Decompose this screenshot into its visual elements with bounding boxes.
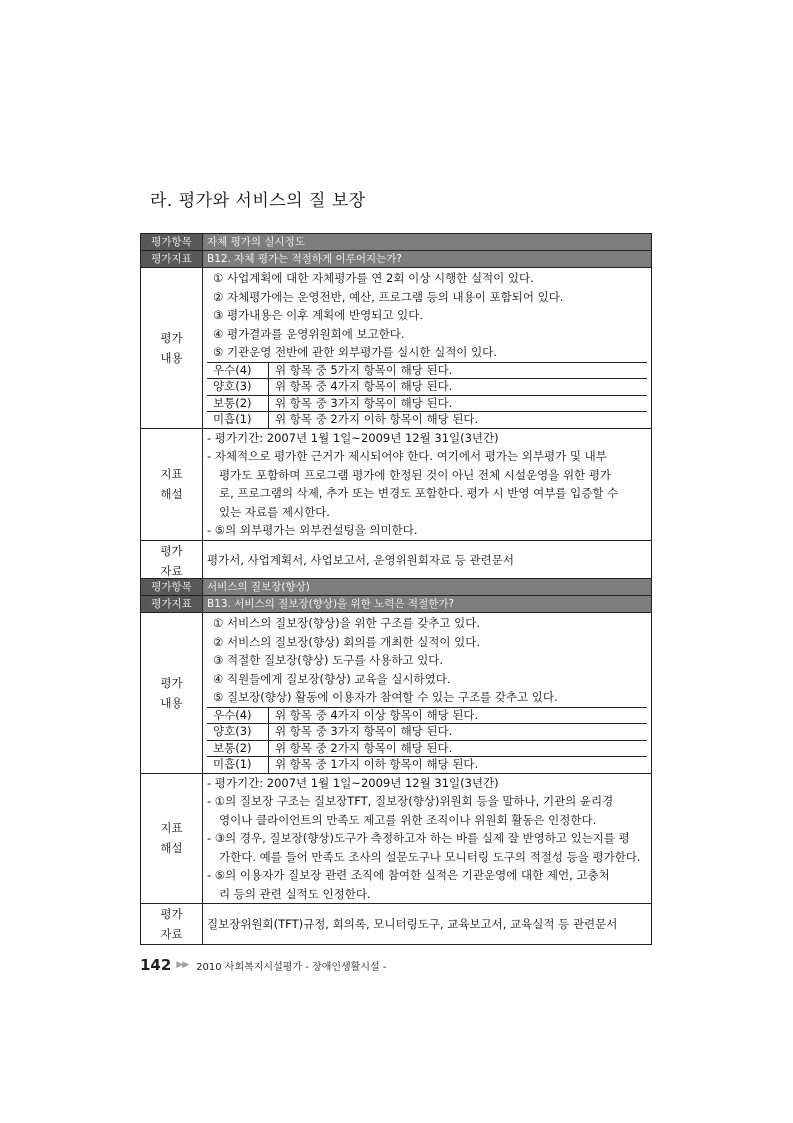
interpretation-row bbox=[141, 428, 652, 540]
item-row bbox=[141, 579, 652, 596]
indicator-label: 평가지표 bbox=[141, 251, 203, 268]
grade-desc: 위 항목 중 2가지 이하 항목이 해당 된다. bbox=[269, 412, 648, 428]
interpretation-cell bbox=[203, 428, 652, 540]
interpretation-line: - ⑤의 이용자가 질보장 관련 조직에 참여한 실적은 기관운영에 대한 제언, 고충처 bbox=[207, 868, 610, 882]
content-row bbox=[141, 268, 652, 429]
content-cell bbox=[203, 268, 652, 429]
grade-row bbox=[207, 740, 647, 757]
interpretation-line: - 자체적으로 평가한 근거가 제시되어야 한다. 여기에서 평가는 외부평가 및 내부 bbox=[207, 449, 607, 463]
indicator-label: 평가지표 bbox=[141, 596, 203, 613]
content-cell bbox=[203, 613, 652, 774]
interpretation-line: 로, 프로그램의 삭제, 추가 또는 변경도 포함한다. 평가 시 반영 여부를 입증할 수 bbox=[219, 486, 619, 500]
grade-name: 우수(4) bbox=[207, 362, 269, 379]
content-item: ① 사업계획에 대한 자체평가를 연 2회 이상 시행한 실적이 있다. bbox=[213, 271, 534, 285]
interpretation-row bbox=[141, 773, 652, 904]
item-row bbox=[141, 234, 652, 251]
item-value: 자체 평가의 실시정도 bbox=[203, 234, 652, 251]
grade-desc: 위 항목 중 4가지 이상 항목이 해당 된다. bbox=[269, 707, 648, 724]
interpretation-line: - 평가기간: 2007년 1월 1일~2009년 12월 31일(3년간) bbox=[207, 775, 499, 790]
content-item: ⑤ 질보장(향상) 활동에 이용자가 참여할 수 있는 구조를 갖추고 있다. bbox=[213, 690, 558, 704]
grade-row bbox=[207, 362, 647, 379]
grade-name: 보통(2) bbox=[207, 740, 269, 757]
grade-desc: 위 항목 중 3가지 항목이 해당 된다. bbox=[269, 724, 648, 741]
grade-row bbox=[207, 724, 647, 741]
data-value: 평가서, 사업계획서, 사업보고서, 운영위원회자료 등 관련문서 bbox=[203, 540, 652, 581]
grade-row bbox=[207, 395, 647, 412]
indicator-value: B13. 서비스의 질보장(향상)을 위한 노력은 적절한가? bbox=[203, 596, 652, 613]
grade-table bbox=[207, 707, 647, 773]
content-item: ② 자체평가에는 운영전반, 예산, 프로그램 등의 내용이 포함되어 있다. bbox=[213, 289, 564, 304]
data-row bbox=[141, 540, 652, 581]
interpretation-label: 지표 해설 bbox=[141, 428, 203, 540]
data-label: 평가 자료 bbox=[141, 904, 203, 945]
indicator-value: B12. 자체 평가는 적절하게 이루어지는가? bbox=[203, 251, 652, 268]
double-arrow-icon: ▶▶ bbox=[176, 960, 189, 970]
interpretation-line: - ③의 경우, 질보장(향상)도구가 측정하고자 하는 바를 실제 잘 반영하고 있는지를 평 bbox=[207, 831, 630, 845]
page-number: 142 bbox=[140, 956, 172, 974]
grade-name: 미흡(1) bbox=[207, 412, 269, 428]
content-item: ③ 평가내용은 이후 계획에 반영되고 있다. bbox=[213, 308, 423, 322]
content-item: ④ 평가결과를 운영위원회에 보고한다. bbox=[213, 326, 405, 341]
interpretation-line: - ⑤의 외부평가는 외부컨설팅을 의미한다. bbox=[207, 523, 418, 537]
data-row bbox=[141, 904, 652, 945]
grade-row bbox=[207, 757, 647, 773]
indicator-row bbox=[141, 596, 652, 613]
content-item: ③ 적절한 질보장(향상) 도구를 사용하고 있다. bbox=[213, 653, 444, 667]
grade-name: 양호(3) bbox=[207, 379, 269, 396]
evaluation-table-b12 bbox=[140, 233, 652, 582]
grade-row bbox=[207, 412, 647, 428]
content-row bbox=[141, 613, 652, 774]
running-title: 2010 사회복지시설평가 - 장애인생활시설 - bbox=[196, 961, 387, 973]
interpretation-line: - ①의 질보장 구조는 질보장TFT, 질보장(향상)위원회 등을 말하나, 기관의 윤리경 bbox=[207, 794, 614, 808]
grade-row bbox=[207, 707, 647, 724]
grade-name: 우수(4) bbox=[207, 707, 269, 724]
grade-row bbox=[207, 379, 647, 396]
data-label: 평가 자료 bbox=[141, 540, 203, 581]
item-label: 평가항목 bbox=[141, 234, 203, 251]
evaluation-table-b13 bbox=[140, 578, 652, 945]
interpretation-line: 영이나 클라이언트의 만족도 제고를 위한 조직이나 위원회 활동은 인정한다. bbox=[219, 812, 597, 827]
indicator-row bbox=[141, 251, 652, 268]
data-value: 질보장위원회(TFT)규정, 회의록, 모니터링도구, 교육보고서, 교육실적 등 관련문서 bbox=[203, 904, 652, 945]
interpretation-line: 리 등의 관련 실적도 인정한다. bbox=[219, 886, 371, 901]
interpretation-line: 가한다. 예를 들어 만족도 조사의 설문도구나 모니터링 도구의 적절성 등을 평가한다. bbox=[219, 849, 641, 864]
page-footer bbox=[140, 956, 386, 974]
interpretation-line: - 평가기간: 2007년 1월 1일~2009년 12월 31일(3년간) bbox=[207, 430, 499, 445]
interpretation-line: 있는 자료를 제시한다. bbox=[219, 504, 330, 519]
content-item: ② 서비스의 질보장(향상) 회의를 개최한 실적이 있다. bbox=[213, 634, 481, 649]
grade-desc: 위 항목 중 2가지 항목이 해당 된다. bbox=[269, 740, 648, 757]
content-label: 평가 내용 bbox=[141, 613, 203, 774]
grade-desc: 위 항목 중 5가지 항목이 해당 된다. bbox=[269, 362, 648, 379]
grade-name: 미흡(1) bbox=[207, 757, 269, 773]
content-list bbox=[207, 613, 647, 707]
grade-name: 보통(2) bbox=[207, 395, 269, 412]
content-list bbox=[207, 268, 647, 362]
grade-desc: 위 항목 중 3가지 항목이 해당 된다. bbox=[269, 395, 648, 412]
interpretation-line: 평가도 포함하며 프로그램 평가에 한정된 것이 아닌 전체 시설운영을 위한 평가 bbox=[219, 467, 612, 482]
grade-name: 양호(3) bbox=[207, 724, 269, 741]
content-item: ① 서비스의 질보장(향상)을 위한 구조를 갖추고 있다. bbox=[213, 616, 481, 630]
grade-table bbox=[207, 362, 647, 428]
content-item: ⑤ 기관운영 전반에 관한 외부평가를 실시한 실적이 있다. bbox=[213, 345, 497, 359]
item-value: 서비스의 질보장(향상) bbox=[203, 579, 652, 596]
grade-desc: 위 항목 중 4가지 항목이 해당 된다. bbox=[269, 379, 648, 396]
interpretation-label: 지표 해설 bbox=[141, 773, 203, 904]
section-title: 라. 평가와 서비스의 질 보장 bbox=[150, 191, 366, 211]
grade-desc: 위 항목 중 1가지 이하 항목이 해당 된다. bbox=[269, 757, 648, 773]
interpretation-cell bbox=[203, 773, 652, 904]
item-label: 평가항목 bbox=[141, 579, 203, 596]
content-item: ④ 직원들에게 질보장(향상) 교육을 실시하였다. bbox=[213, 671, 451, 686]
content-label: 평가 내용 bbox=[141, 268, 203, 429]
